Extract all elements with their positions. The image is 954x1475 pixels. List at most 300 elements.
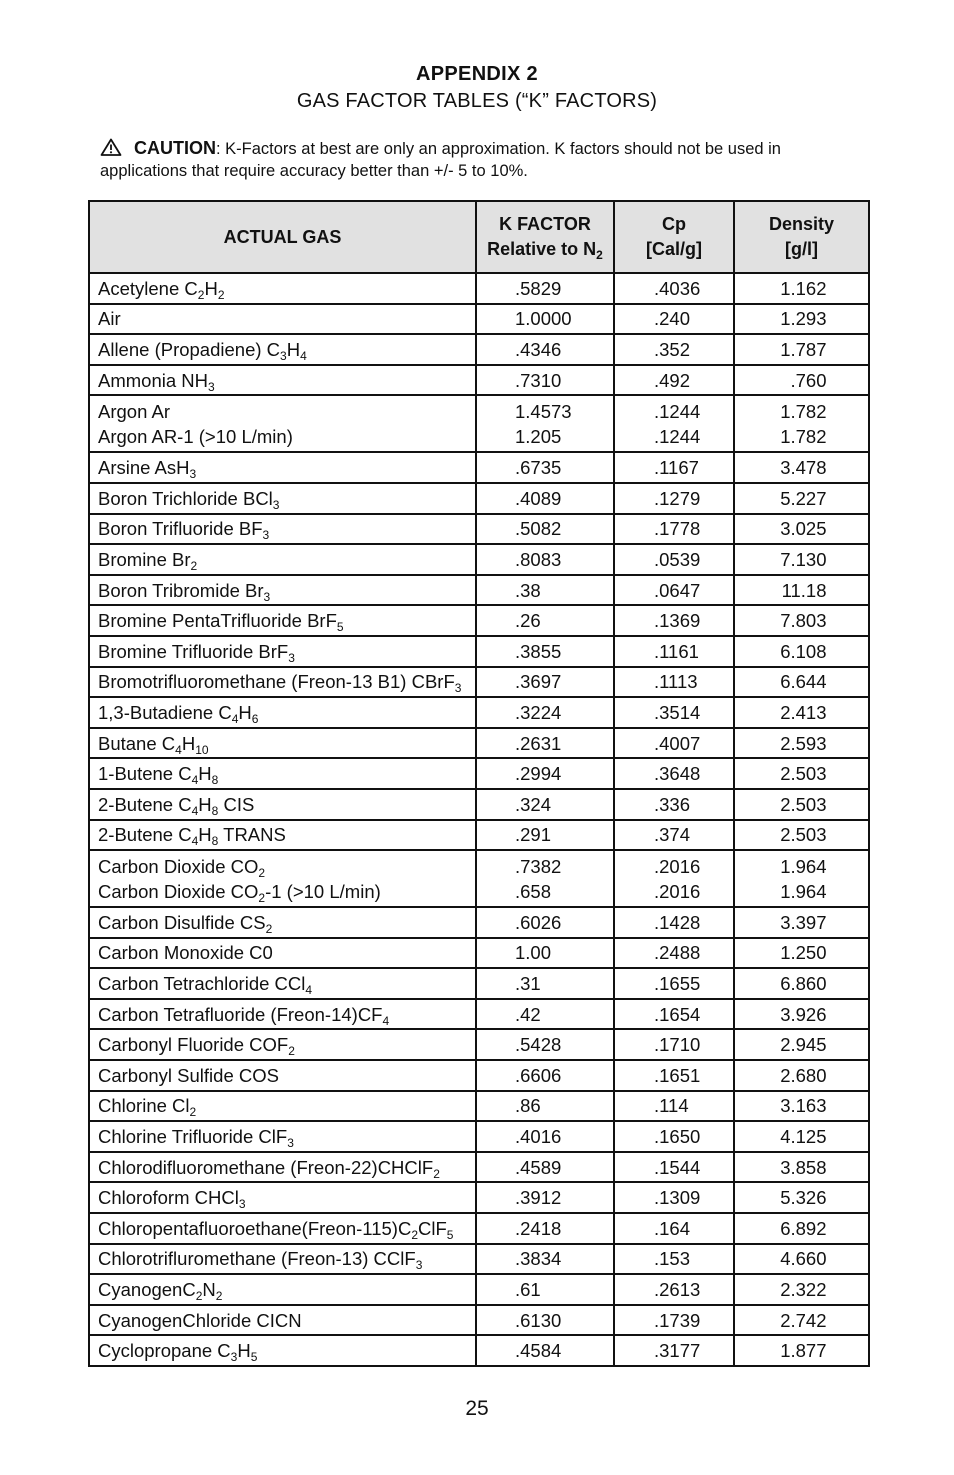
gas-name (98, 1216, 475, 1241)
gas-name-text: Chloropentafluoroethane(Freon-115)C (98, 1217, 412, 1239)
gas-name (98, 399, 475, 424)
density-value: 1.162 (780, 277, 827, 299)
warning-triangle-icon (100, 138, 122, 156)
k-factor-value: .3834 (515, 1248, 562, 1270)
k-factor-values (515, 1338, 575, 1363)
k-factor-cell (476, 365, 614, 396)
formula-subscript: 3 (287, 1136, 294, 1151)
table-header-row (89, 201, 869, 273)
formula-subscript: 3 (454, 681, 462, 696)
caution-text: : K-Factors at best are only an approximation. K factors should not be used in applications that require accuracy better than +/- 5 to 10%. (100, 140, 781, 180)
gas-name-text: 2-Butene C (98, 824, 192, 846)
density-cell (734, 820, 869, 851)
k-factor-values (515, 578, 575, 603)
density-cell (734, 395, 869, 452)
cp-values (654, 669, 698, 694)
cp-value: .492 (654, 369, 691, 391)
k-factor-cell (476, 938, 614, 969)
cp-value: .240 (654, 308, 691, 330)
cp-values (654, 1032, 701, 1057)
table-row (89, 1121, 869, 1152)
density-values (777, 1002, 827, 1027)
k-factor-values (515, 486, 575, 511)
gas-name-cell (89, 728, 476, 759)
cp-value: .374 (654, 824, 691, 846)
gas-name-text: Carbon Tetrachloride CCl (98, 973, 306, 995)
k-factor-cell (476, 273, 614, 304)
gas-name-cell (89, 334, 476, 365)
k-factor-cell (476, 1213, 614, 1244)
gas-name (98, 547, 475, 572)
density-values (777, 578, 827, 603)
table-row (89, 789, 869, 820)
cp-cell (614, 1060, 734, 1091)
gas-name-cell (89, 968, 476, 999)
table-row (89, 304, 869, 335)
k-factor-value: .38 (515, 579, 541, 601)
table-row (89, 968, 869, 999)
gas-name-cell (89, 907, 476, 938)
table-row (89, 1244, 869, 1275)
cp-values (654, 792, 694, 817)
density-value: 1.877 (780, 1340, 827, 1362)
cp-cell (614, 636, 734, 667)
cp-value: .1650 (654, 1126, 701, 1148)
table-row (89, 273, 869, 304)
k-factor-value: .8083 (515, 548, 562, 570)
density-cell (734, 334, 869, 365)
k-factor-cell (476, 667, 614, 698)
gas-name-cell (89, 1244, 476, 1275)
density-cell (734, 544, 869, 575)
gas-name (98, 1032, 475, 1057)
cp-values (654, 547, 701, 572)
density-cell (734, 1213, 869, 1244)
density-value: 3.926 (780, 1003, 827, 1025)
formula-subscript: 4 (191, 773, 199, 788)
gas-name-text: Boron Trifluoride BF (98, 518, 263, 540)
density-value: 1.250 (780, 942, 827, 964)
cp-values (654, 578, 701, 603)
cp-values (654, 700, 701, 725)
table-row (89, 938, 869, 969)
gas-name-cell (89, 667, 476, 698)
k-factor-value: 1.0000 (515, 308, 572, 330)
cp-value: .3648 (654, 763, 701, 785)
cp-value: .2016 (654, 855, 701, 877)
density-cell (734, 1335, 869, 1366)
k-factor-cell (476, 999, 614, 1030)
table-row (89, 820, 869, 851)
cp-values (654, 940, 701, 965)
density-cell (734, 1274, 869, 1305)
table-row (89, 636, 869, 667)
density-values (777, 1185, 827, 1210)
caution-label: CAUTION (134, 138, 216, 158)
k-factor-cell (476, 544, 614, 575)
density-values (777, 1032, 827, 1057)
table-row (89, 1182, 869, 1213)
table-row (89, 1305, 869, 1336)
cp-values (654, 1093, 694, 1118)
cp-cell (614, 789, 734, 820)
formula-subscript: 3 (263, 589, 271, 604)
k-factor-cell (476, 789, 614, 820)
cp-values (654, 1277, 701, 1302)
gas-name-text: CIS (218, 793, 255, 815)
table-row (89, 395, 869, 452)
gas-name (98, 854, 475, 879)
header-cp (614, 201, 734, 273)
gas-name-text: Argon Ar (98, 400, 170, 422)
cp-cell (614, 820, 734, 851)
density-value: 3.478 (780, 457, 827, 479)
density-values (777, 337, 827, 362)
density-cell (734, 728, 869, 759)
cp-values (654, 639, 699, 664)
gas-name-text: Boron Trichloride BCl (98, 487, 273, 509)
k-factor-value: .5829 (515, 277, 562, 299)
cp-values (654, 1216, 694, 1241)
k-factor-values (515, 306, 575, 331)
table-row (89, 1335, 869, 1366)
k-factor-cell (476, 514, 614, 545)
table-row (89, 514, 869, 545)
cp-values (654, 276, 701, 301)
k-factor-cell (476, 575, 614, 606)
cp-value: .164 (654, 1217, 691, 1239)
gas-name-text: Bromine Trifluoride BrF (98, 640, 289, 662)
gas-name-text: Carbon Disulfide CS (98, 911, 266, 933)
formula-subscript: 2 (189, 1105, 197, 1120)
header-k-line2 (477, 237, 613, 262)
formula-subscript: 8 (211, 773, 219, 788)
density-cell (734, 1152, 869, 1183)
gas-name-text: TRANS (218, 824, 286, 846)
cp-values (654, 516, 701, 541)
k-factor-value: .3224 (515, 701, 562, 723)
table-row (89, 575, 869, 606)
density-value: 4.125 (780, 1126, 827, 1148)
cp-cell (614, 938, 734, 969)
density-value: 2.322 (780, 1279, 827, 1301)
header-k-line2-sub: 2 (596, 248, 603, 262)
k-factor-values (515, 761, 575, 786)
density-value: 2.503 (780, 763, 827, 785)
cp-cell (614, 1029, 734, 1060)
density-cell (734, 483, 869, 514)
k-factor-value: 1.4573 (515, 400, 572, 422)
gas-name-cell (89, 1213, 476, 1244)
k-factor-value: .86 (515, 1095, 541, 1117)
table-row (89, 452, 869, 483)
k-factor-value: .3912 (515, 1187, 562, 1209)
table-body (89, 273, 869, 1366)
gas-name-text: Chloroform CHCl (98, 1187, 239, 1209)
cp-value: .1654 (654, 1003, 701, 1025)
cp-values (654, 822, 694, 847)
density-cell (734, 605, 869, 636)
gas-name-text: H (198, 793, 212, 815)
gas-name-text: N (202, 1279, 216, 1301)
cp-values (654, 608, 701, 633)
gas-name-text: Air (98, 308, 121, 330)
cp-values (654, 1338, 701, 1363)
gas-name (98, 1338, 475, 1363)
k-factor-values (515, 1124, 575, 1149)
gas-name (98, 1002, 475, 1027)
k-factor-value: .6735 (515, 457, 562, 479)
density-values (777, 1216, 827, 1241)
k-factor-values (515, 399, 575, 449)
density-values (777, 971, 827, 996)
gas-name-cell (89, 1060, 476, 1091)
gas-name-cell (89, 575, 476, 606)
density-cell (734, 273, 869, 304)
gas-name (98, 1155, 475, 1180)
density-values (777, 1093, 827, 1118)
density-values (777, 547, 827, 572)
gas-name (98, 971, 475, 996)
cp-value: .4036 (654, 277, 701, 299)
k-factor-values (515, 971, 575, 996)
cp-values (654, 1308, 701, 1333)
cp-cell (614, 575, 734, 606)
k-factor-values (515, 276, 575, 301)
cp-cell (614, 697, 734, 728)
density-cell (734, 938, 869, 969)
header-k-line1: K FACTOR (499, 214, 591, 234)
gas-name (98, 639, 475, 664)
density-cell (734, 758, 869, 789)
formula-subscript: 8 (211, 834, 219, 849)
table-row (89, 1029, 869, 1060)
formula-subscript: 8 (211, 803, 219, 818)
formula-subscript: 3 (262, 528, 270, 543)
k-factor-value: 1.00 (515, 942, 552, 964)
cp-value: .1739 (654, 1309, 701, 1331)
k-factor-cell (476, 820, 614, 851)
formula-subscript: 3 (272, 497, 280, 512)
density-cell (734, 636, 869, 667)
k-factor-values (515, 822, 575, 847)
table-row (89, 758, 869, 789)
k-factor-cell (476, 452, 614, 483)
k-factor-value: .5428 (515, 1034, 562, 1056)
k-factor-value: .3697 (515, 671, 562, 693)
gas-name (98, 578, 475, 603)
density-cell (734, 907, 869, 938)
formula-subscript: 2 (258, 865, 266, 880)
density-value: 5.326 (780, 1187, 827, 1209)
cp-value: .3514 (654, 701, 701, 723)
k-factor-cell (476, 334, 614, 365)
density-cell (734, 1091, 869, 1122)
gas-name-cell (89, 273, 476, 304)
cp-cell (614, 395, 734, 452)
cp-value: .352 (654, 338, 691, 360)
formula-subscript: 2 (195, 1289, 203, 1304)
k-factor-cell (476, 1060, 614, 1091)
formula-subscript: 3 (288, 650, 295, 665)
gas-name-cell (89, 1152, 476, 1183)
density-cell (734, 1060, 869, 1091)
gas-name-cell (89, 365, 476, 396)
k-factor-cell (476, 483, 614, 514)
density-cell (734, 1305, 869, 1336)
gas-name-cell (89, 1182, 476, 1213)
cp-cell (614, 1274, 734, 1305)
k-factor-values (515, 608, 575, 633)
cp-cell (614, 605, 734, 636)
cp-cell (614, 907, 734, 938)
density-value: 3.397 (780, 911, 827, 933)
k-factor-cell (476, 1121, 614, 1152)
density-values (777, 700, 827, 725)
formula-subscript: 4 (231, 711, 239, 726)
cp-values (654, 910, 701, 935)
header-k-line2-text: Relative to N (487, 239, 597, 259)
gas-name (98, 700, 475, 725)
density-cell (734, 697, 869, 728)
density-value: 2.680 (780, 1064, 827, 1086)
k-factor-value: 1.205 (515, 425, 562, 447)
k-factor-value: .4016 (515, 1126, 562, 1148)
k-factor-cell (476, 907, 614, 938)
density-values (777, 940, 827, 965)
appendix-title: APPENDIX 2 (416, 63, 538, 85)
gas-name-cell (89, 1091, 476, 1122)
density-value: .760 (790, 369, 827, 391)
k-factor-values (515, 940, 575, 965)
gas-name-text: Chlorine Cl (98, 1095, 190, 1117)
formula-subscript: 5 (446, 1227, 454, 1242)
k-factor-value: .61 (515, 1279, 541, 1301)
gas-name (98, 940, 475, 965)
density-values (777, 1246, 827, 1271)
k-factor-value: .2418 (515, 1217, 562, 1239)
density-value: 1.964 (780, 880, 827, 902)
gas-name-text: Carbon Monoxide C0 (98, 942, 273, 964)
k-factor-value: .6130 (515, 1309, 562, 1331)
gas-name-text: H (198, 763, 212, 785)
k-factor-cell (476, 1182, 614, 1213)
gas-name (98, 1277, 475, 1302)
formula-subscript: 4 (382, 1013, 390, 1028)
formula-subscript: 2 (197, 287, 205, 302)
k-factor-value: .4346 (515, 338, 562, 360)
formula-subscript: 2 (265, 921, 273, 936)
table-row (89, 544, 869, 575)
k-factor-value: .3855 (515, 640, 562, 662)
gas-name-cell (89, 605, 476, 636)
density-value: 2.503 (780, 793, 827, 815)
gas-name-text: -1 (>10 L/min) (265, 880, 381, 902)
table-row (89, 1152, 869, 1183)
gas-name (98, 822, 475, 847)
k-factor-value: .658 (515, 880, 552, 902)
table-row (89, 1091, 869, 1122)
cp-value: .153 (654, 1248, 691, 1270)
gas-name-text: Carbonyl Fluoride COF (98, 1034, 289, 1056)
k-factor-values (515, 1246, 575, 1271)
density-value: 7.803 (780, 610, 827, 632)
cp-cell (614, 1152, 734, 1183)
gas-name (98, 1246, 475, 1271)
gas-name (98, 1063, 475, 1088)
gas-name-cell (89, 1274, 476, 1305)
k-factor-value: .6606 (515, 1064, 562, 1086)
cp-value: .1369 (654, 610, 701, 632)
k-factor-values (515, 1032, 575, 1057)
density-value: 6.644 (780, 671, 827, 693)
density-values (777, 306, 827, 331)
cp-cell (614, 1121, 734, 1152)
header-cp-line1: Cp (662, 214, 686, 234)
page-number: 25 (465, 1397, 489, 1420)
cp-values (654, 1124, 701, 1149)
formula-subscript: 2 (411, 1227, 419, 1242)
table-row (89, 365, 869, 396)
density-values (777, 1063, 827, 1088)
cp-values (654, 971, 701, 996)
k-factor-value: .7382 (515, 855, 562, 877)
formula-subscript: 4 (300, 348, 307, 363)
density-values (777, 399, 827, 449)
gas-name-cell (89, 1121, 476, 1152)
cp-values (654, 306, 694, 331)
caution-note (100, 137, 860, 182)
gas-name-variant (98, 424, 475, 449)
k-factor-value: .6026 (515, 911, 562, 933)
density-value: 1.293 (780, 308, 827, 330)
k-factor-values (515, 337, 575, 362)
gas-name-text: Allene (Propadiene) C (98, 338, 281, 360)
density-value: 7.130 (780, 548, 827, 570)
density-value: 2.945 (780, 1034, 827, 1056)
cp-value: .1279 (654, 487, 701, 509)
gas-name-text: Bromine Br (98, 548, 191, 570)
cp-value: .336 (654, 793, 691, 815)
k-factor-value: .42 (515, 1003, 541, 1025)
table-row (89, 850, 869, 907)
density-cell (734, 789, 869, 820)
k-factor-value: .4089 (515, 487, 562, 509)
cp-value: .1244 (654, 400, 701, 422)
header-k-factor (476, 201, 614, 273)
formula-subscript: 10 (195, 742, 209, 757)
density-values (777, 731, 827, 756)
density-cell (734, 514, 869, 545)
k-factor-value: .31 (515, 973, 541, 995)
gas-name-text: Chlorodifluoromethane (Freon-22)CHClF (98, 1156, 434, 1178)
density-value: 11.18 (781, 579, 827, 601)
gas-name (98, 1308, 475, 1333)
gas-name (98, 910, 475, 935)
k-factor-values (515, 700, 575, 725)
cp-values (654, 455, 699, 480)
k-factor-cell (476, 1152, 614, 1183)
gas-name-text: Boron Tribromide Br (98, 579, 264, 601)
cp-value: .1113 (654, 671, 698, 693)
k-factor-values (515, 1155, 575, 1180)
cp-values (654, 486, 701, 511)
gas-name-text: CyanogenC (98, 1279, 196, 1301)
cp-values (654, 854, 701, 904)
cp-cell (614, 667, 734, 698)
cp-values (654, 1246, 694, 1271)
gas-name-text: Acetylene C (98, 277, 198, 299)
